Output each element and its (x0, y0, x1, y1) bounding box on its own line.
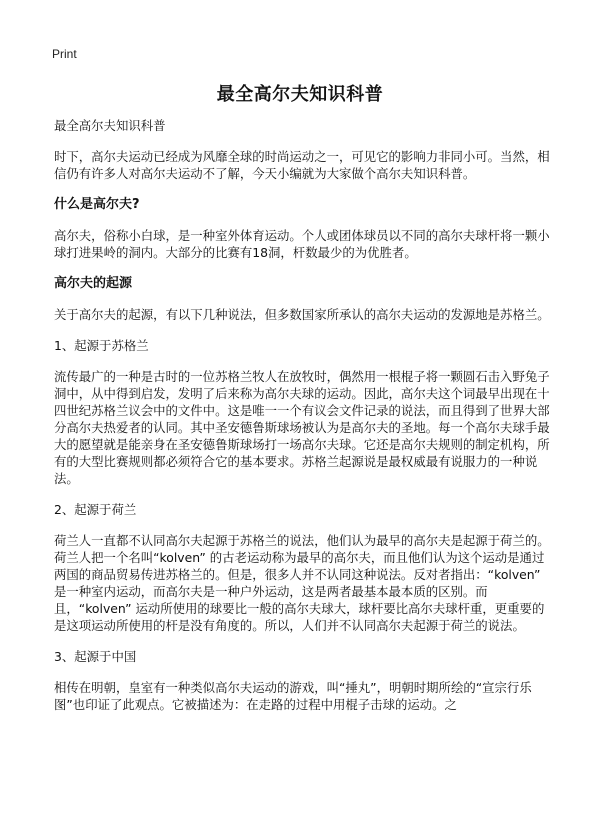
print-link[interactable]: Print (52, 47, 77, 61)
origin-intro-paragraph: 关于高尔夫的起源，有以下几种说法，但多数国家所承认的高尔夫运动的发源地是苏格兰。 (54, 307, 550, 322)
section-heading-origin: 高尔夫的起源 (54, 276, 133, 291)
origin-china-heading: 3、起源于中国 (54, 649, 137, 664)
intro-paragraph: 时下，高尔夫运动已经成为风靡全球的时尚运动之一，可见它的影响力非同小可。当然，相信仍有许多人对高尔夫运动不了解，今天小编就为大家做个高尔夫知识科普。 (54, 149, 550, 181)
subtitle: 最全高尔夫知识科普 (54, 118, 166, 133)
section-heading-what-is-golf: 什么是高尔夫? (54, 197, 140, 212)
origin-scotland-heading: 1、起源于苏格兰 (54, 338, 149, 353)
origin-scotland-paragraph: 流传最广的一种是古时的一位苏格兰牧人在放牧时，偶然用一根棍子将一颗圆石击入野兔子洞中，从中得到启发，发明了后来称为高尔夫球的运动。因此，高尔夫这个词最早出现在十四世纪苏格兰议会中的文件中。这是唯一一个有议会文件记录的说法，而且得到了世界大部分高尔夫热爱者的认同。其中圣安德鲁斯球场被认为是高尔夫的圣地。每一个高尔夫球手最大的愿望就是能亲身在圣安德鲁斯球场打一场高尔夫球。它还是高尔夫规则的制定机构，所有的大型比赛规则都必须符合它的基本要求。苏格兰起源说是最权威最有说服力的一种说法。 (54, 369, 550, 486)
origin-china-paragraph: 相传在明朝，皇室有一种类似高尔夫运动的游戏，叫“捶丸”，明朝时期所绘的“宣宗行乐图”也印证了此观点。它被描述为：在走路的过程中用棍子击球的运动。之 (54, 680, 532, 712)
what-is-golf-paragraph: 高尔夫，俗称小白球，是一种室外体育运动。个人或团体球员以不同的高尔夫球杆将一颗小球打进果岭的洞内。大部分的比赛有18洞，杆数最少的为优胜者。 (54, 228, 550, 260)
origin-netherlands-paragraph: 荷兰人一直都不认同高尔夫起源于苏格兰的说法，他们认为最早的高尔夫是起源于荷兰的。荷兰人把一个名叫“kolven” 的古老运动称为最早的高尔夫，而且他们认为这个运动是通过两国的商品贸易传进苏格兰的。但是，很多人并不认同这种说法。反对者指出：“kolven” 是一种室内运动，而高尔夫是一种户外运动，这是两者最基本最本质的区别。而且，“kolven” 运动所使用的球要比一般的高尔夫球大，球杆要比高尔夫球杆重，更重要的是这项运动所使用的杆是没有角度的。所以，人们并不认同高尔夫起源于荷兰的说法。 (54, 533, 550, 633)
page-title: 最全高尔夫知识科普 (216, 84, 384, 105)
origin-netherlands-heading: 2、起源于荷兰 (54, 502, 137, 517)
article-body (54, 117, 554, 727)
